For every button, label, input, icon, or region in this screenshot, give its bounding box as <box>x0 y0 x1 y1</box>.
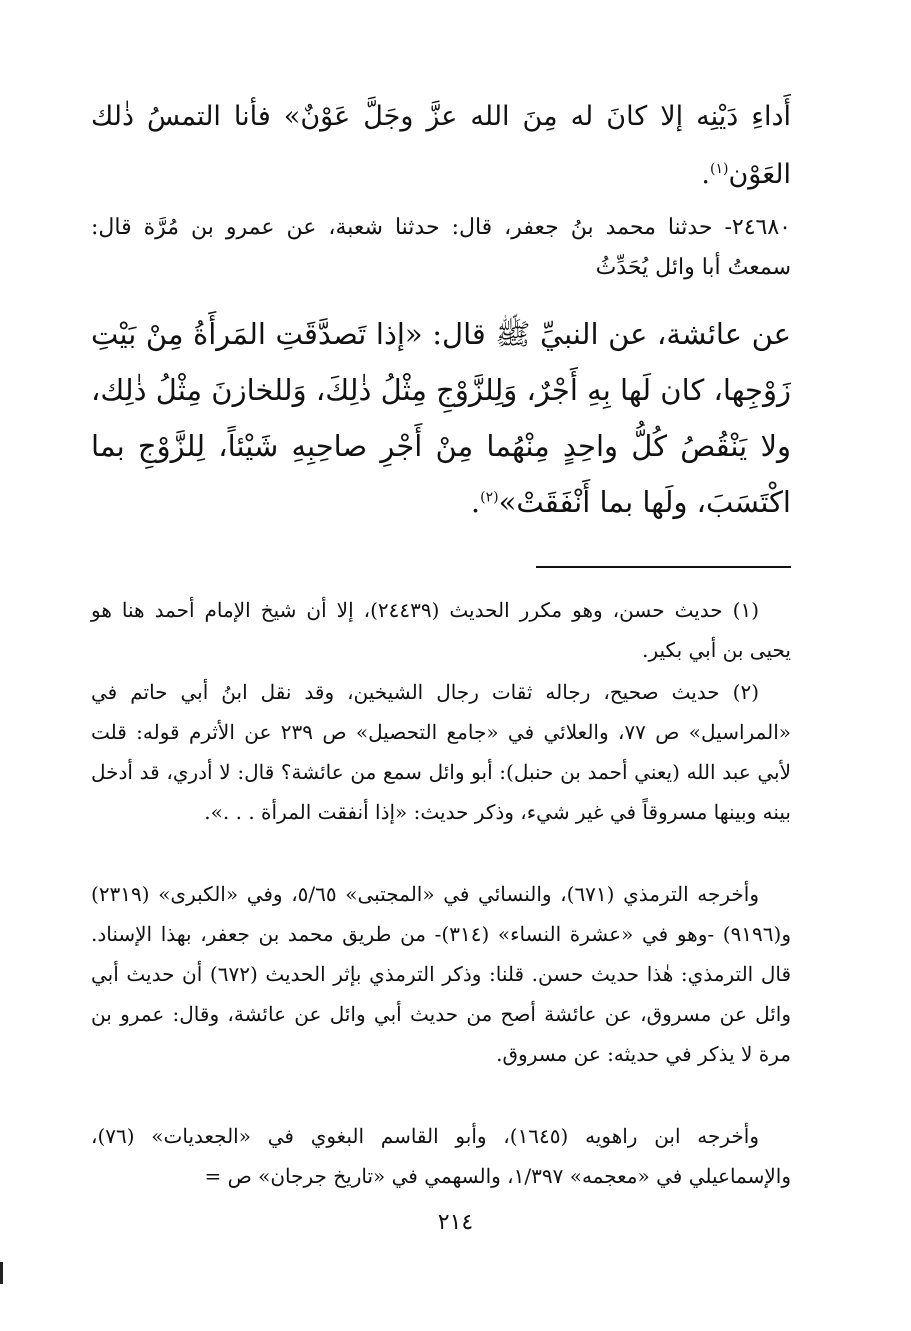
scan-edge-mark <box>0 1262 3 1284</box>
footnote-reference-1: (١) <box>710 161 729 177</box>
continuation-text: أَداءِ دَيْنِه إلا كانَ له مِنَ الله عزَّ وجَلَّ عَوْنٌ» فأنا التمسُ ذٰلك العَوْن <box>91 101 791 190</box>
footnote-1: (١) حديث حسن، وهو مكرر الحديث (٢٤٤٣٩)، إلا أن شيخ الإمام أحمد هنا هو يحيى بن أبي بكير. <box>91 598 791 662</box>
footnote-2-continued: وأخرجه الترمذي (٦٧١)، والنسائي في «المجتبى» ٥/٦٥، وفي «الكبرى» (٢٣١٩) و(٩١٩٦) -وهو في «عشرة النساء» (٣١٤)- من طريق محمد بن جعفر، بهذا الإسناد. قال الترمذي: هٰذا حديث حسن. قلنا: وذكر الترمذي بإثر الحديث (٦٧٢) أن حديث أبي وائل عن مسروق، عن عائشة أصح من حديث أبي وائل عن عائشة، وقال: عمرو بن مرة لا يذكر في حديثه: عن مسروق. <box>91 882 792 1066</box>
hadith-matn <box>91 306 791 530</box>
hadith-isnad <box>91 208 791 288</box>
page-number: ٢١٤ <box>437 1210 474 1235</box>
main-text-continuation <box>91 88 791 204</box>
isnad-text: - حدثنا محمد بنُ جعفر، قال: حدثنا شعبة، عن عمرو بن مُرَّة قال: سمعتُ أبا وائل يُحَدِّثُ <box>91 215 791 280</box>
footnote-2-continued-2: وأخرجه ابن راهويه (١٦٤٥)، وأبو القاسم البغوي في «الجعديات» (٧٦)، والإسماعيلي في «معجمه» ١/٣٩٧، والسهمي في «تاريخ جرجان» ص = <box>91 1124 791 1188</box>
footnote-2: (٢) حديث صحيح، رجاله ثقات رجال الشيخين، وقد نقل ابنُ أبي حاتم في «المراسيل» ص ٧٧، والعلائي في «جامع التحصيل» ص ٢٣٩ عن الأثرم قوله: قلت لأبي عبد الله (يعني أحمد بن حنبل): أبو وائل سمع من عائشة؟ قال: لا أدري، قد أدخل بينه وبينها مسروقاً في غير شيء، وذكر حديث: «إذا أنفقت المرأة . . .». <box>91 680 791 824</box>
footnote-reference-2: (٢) <box>480 489 499 506</box>
footnote-separator <box>536 566 791 568</box>
hadith-number: ٢٤٦٨٠ <box>731 215 791 240</box>
continuation-end: . <box>701 159 710 190</box>
matn-end: . <box>470 485 481 519</box>
matn-text: عن عائشة، عن النبيِّ ﷺ قال: «إذا تَصدَّقَتِ المَرأَةُ مِنْ بَيْتِ زَوْجِها، كان لَها بِهِ أَجْرٌ، وَلِلزَّوْجِ مِثْلُ ذٰلِكَ، وَللخازنَ مِثْلُ ذٰلِك، ولا يَنْقُصُ كُلُّ واحِدٍ مِنْهُما مِنْ أَجْرِ صاحِبِهِ شَيْئاً، لِلزَّوْجِ بما اكْتَسَبَ، ولَها بما أَنْفَقَتْ» <box>91 317 791 519</box>
